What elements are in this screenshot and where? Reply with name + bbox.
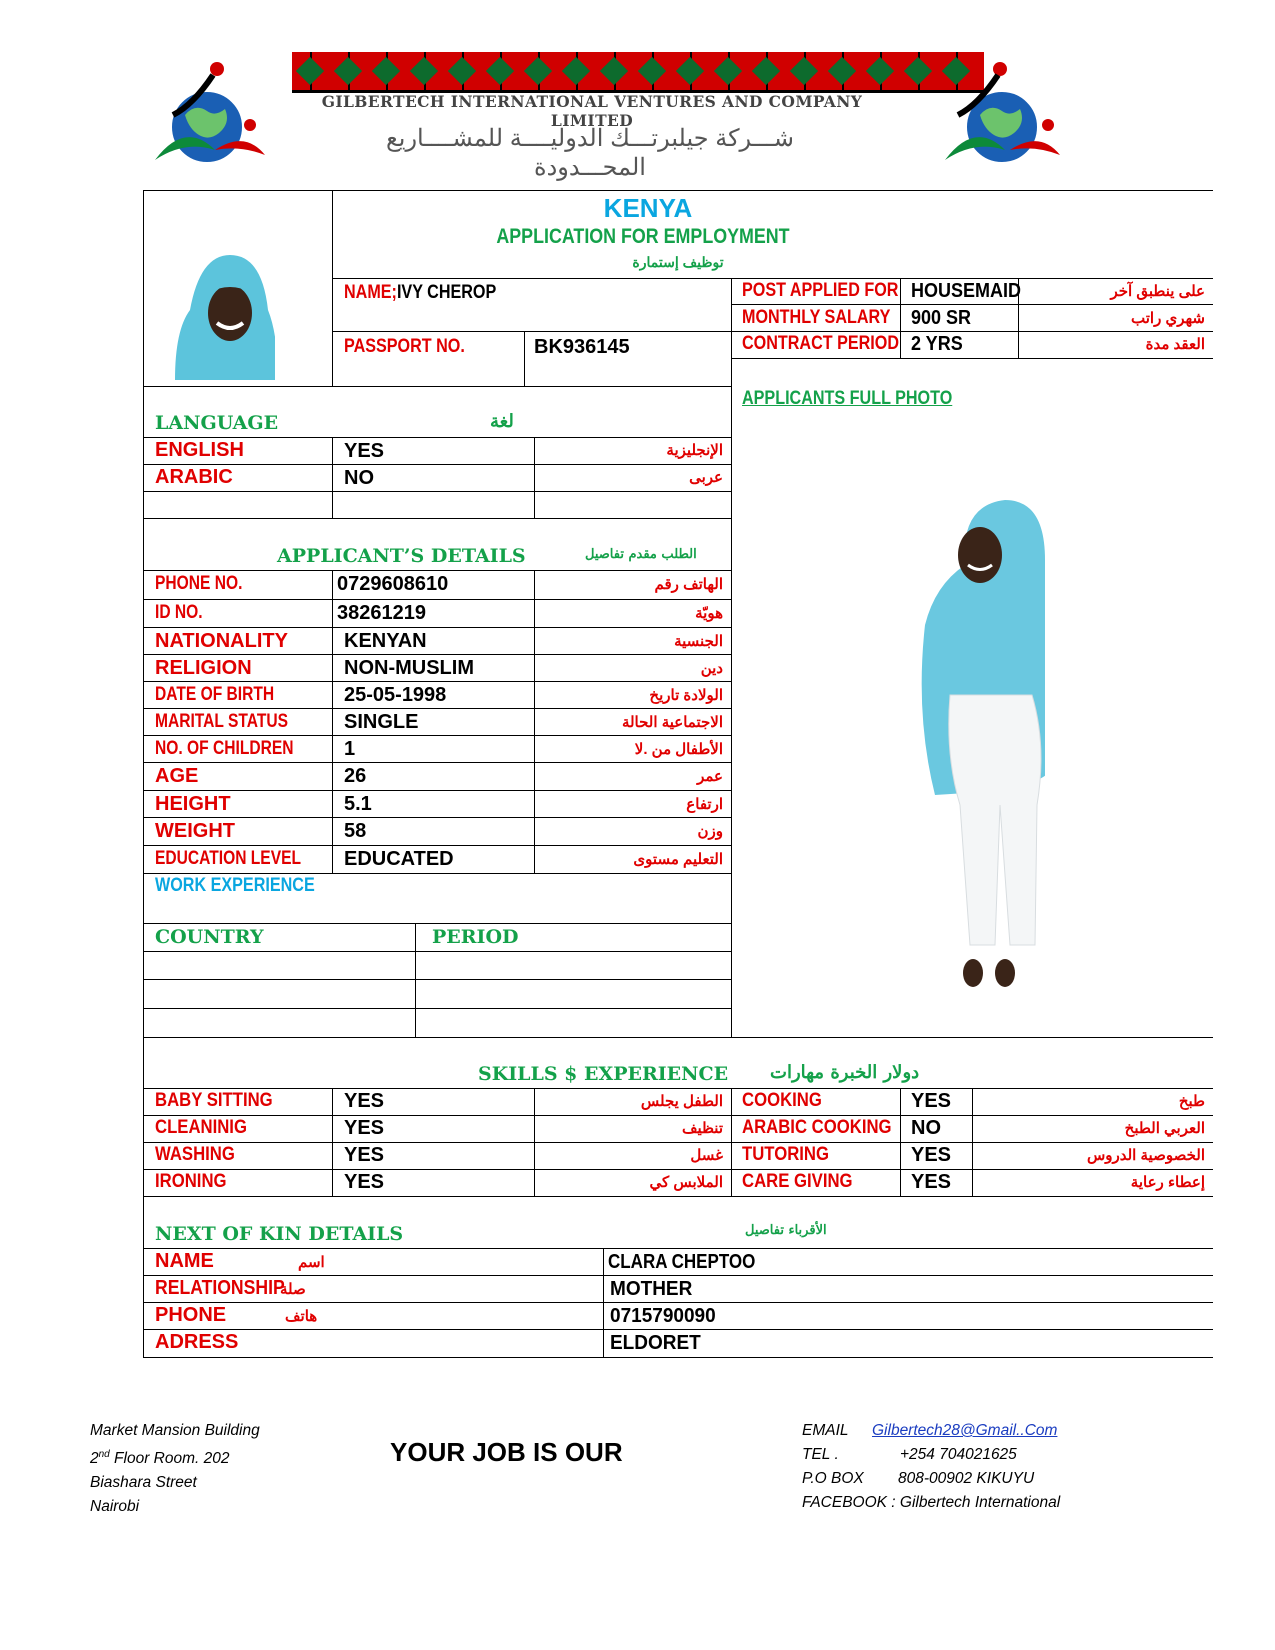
skill-right-arabic: الخصوصية الدروس xyxy=(1086,1147,1205,1164)
detail-row-arabic: ارتفاع xyxy=(686,796,723,813)
detail-row-label: AGE xyxy=(155,765,199,787)
language-title: LANGUAGE xyxy=(155,412,279,434)
skill-left-value: YES xyxy=(344,1144,385,1166)
row-divider xyxy=(143,654,731,655)
skill-left-label: CLEANINIG xyxy=(155,1117,247,1138)
applicant-full-photo xyxy=(905,495,1045,995)
skill-left-arabic: الملابس كي xyxy=(649,1174,723,1191)
skill-right-label: ARABIC COOKING xyxy=(742,1117,892,1138)
skill-left-label: BABY SITTING xyxy=(155,1090,273,1111)
post-row-value: HOUSEMAID xyxy=(911,280,1022,302)
company-logo-left xyxy=(145,55,270,175)
full-photo-label: APPLICANTS FULL PHOTO xyxy=(742,388,953,409)
footer-contacts xyxy=(802,1419,1202,1515)
row-divider xyxy=(143,790,731,791)
detail-row-arabic: هويّة xyxy=(695,605,723,622)
post-row-label: MONTHLY SALARY xyxy=(742,307,891,328)
language-row-value: NO xyxy=(344,467,374,489)
post-row-arabic: العقد مدة xyxy=(1145,336,1205,353)
form-title-arabic: توظيف إستمارة xyxy=(632,254,724,270)
applicant-name: IVY CHEROP xyxy=(396,282,497,303)
pobox-row xyxy=(802,1467,1202,1491)
row-divider xyxy=(143,681,731,682)
detail-row-label: DATE OF BIRTH xyxy=(155,684,275,705)
passport-number: BK936145 xyxy=(534,336,630,358)
address-line: Nairobi xyxy=(90,1498,140,1516)
skill-right-arabic: إعطاء رعاية xyxy=(1130,1174,1205,1191)
detail-row-arabic: وزن xyxy=(697,823,723,840)
company-logo-right xyxy=(940,55,1065,175)
row-divider xyxy=(143,735,731,736)
detail-row-label: ID NO. xyxy=(155,602,203,623)
skill-right-label: COOKING xyxy=(742,1090,822,1111)
row-divider xyxy=(143,873,731,874)
detail-row-value: EDUCATED xyxy=(344,848,454,870)
tel-label: TEL . xyxy=(802,1446,839,1463)
skill-right-label: CARE GIVING xyxy=(742,1171,853,1192)
footer-slogan: YOUR JOB IS OUR xyxy=(390,1437,623,1467)
kin-row-arabic: هاتف xyxy=(285,1308,318,1325)
skill-left-label: WASHING xyxy=(155,1144,235,1165)
skill-right-value: YES xyxy=(911,1171,952,1193)
row-divider xyxy=(143,762,731,763)
tel-row xyxy=(802,1443,1202,1467)
kin-row-arabic: صلة xyxy=(280,1281,306,1298)
tel-value: +254 704021625 xyxy=(900,1446,1017,1463)
skills-title: SKILLS $ EXPERIENCE xyxy=(478,1063,729,1085)
skill-right-arabic: طبخ xyxy=(1178,1093,1205,1110)
email-link[interactable]: Gilbertech28@Gmail..Com xyxy=(872,1422,1058,1439)
detail-row-value: 38261219 xyxy=(337,602,426,624)
skill-right-value: NO xyxy=(911,1117,941,1139)
row-divider xyxy=(143,708,731,709)
detail-row-arabic: التعليم مستوى xyxy=(633,851,723,868)
form-title: APPLICATION FOR EMPLOYMENT xyxy=(496,225,790,248)
detail-row-value: SINGLE xyxy=(344,711,419,733)
detail-row-arabic: الولادة تاريخ xyxy=(649,687,723,704)
footer-address xyxy=(90,1419,260,1519)
post-row-arabic: على ينطبق آخر xyxy=(1110,283,1205,300)
skill-left-value: YES xyxy=(344,1171,385,1193)
detail-row-label: RELIGION xyxy=(155,657,252,679)
skill-left-value: YES xyxy=(344,1090,385,1112)
detail-row-label: NATIONALITY xyxy=(155,630,288,652)
address-line: Market Mansion Building xyxy=(90,1422,260,1439)
detail-row-arabic: الاجتماعية الحالة xyxy=(621,714,723,731)
language-row-arabic: عربى xyxy=(689,469,723,486)
skill-right-arabic: العربي الطبخ xyxy=(1124,1120,1205,1137)
skill-right-label: TUTORING xyxy=(742,1144,830,1165)
details-title: APPLICANT’S DETAILS xyxy=(277,545,526,567)
language-row-label: ENGLISH xyxy=(155,439,244,461)
name-label xyxy=(344,282,496,304)
name-label-text: NAME; xyxy=(344,282,397,303)
row-divider xyxy=(143,570,731,571)
detail-row-arabic: الهاتف رقم xyxy=(654,576,723,593)
skill-left-arabic: غسل xyxy=(690,1147,723,1164)
skill-left-value: YES xyxy=(344,1117,385,1139)
facebook-row: FACEBOOK : Gilbertech International xyxy=(802,1494,1061,1511)
row-divider xyxy=(143,599,731,600)
post-row-value: 900 SR xyxy=(911,307,972,329)
detail-row-label: WEIGHT xyxy=(155,820,235,842)
detail-row-value: 26 xyxy=(344,765,367,787)
kin-row-label: PHONE xyxy=(155,1304,227,1326)
post-row-label: CONTRACT PERIOD xyxy=(742,333,900,354)
detail-row-value: 58 xyxy=(344,820,367,842)
detail-row-value: KENYAN xyxy=(344,630,427,652)
company-name: GILBERTECH INTERNATIONAL VENTURES AND COMPANY LIMITED xyxy=(321,92,863,130)
skill-left-arabic: تنظيف xyxy=(681,1120,723,1137)
detail-row-value: 5.1 xyxy=(344,793,372,815)
row-divider xyxy=(143,845,731,846)
detail-row-label: NO. OF CHILDREN xyxy=(155,738,294,759)
passport-label: PASSPORT NO. xyxy=(344,336,465,357)
detail-row-arabic: عمر xyxy=(697,768,723,785)
email-row xyxy=(802,1419,1202,1443)
form-country: KENYA xyxy=(603,193,693,223)
address-line: Biashara Street xyxy=(90,1474,197,1492)
post-row-label: POST APPLIED FOR xyxy=(742,280,899,301)
kin-row-label: RELATIONSHIP xyxy=(155,1277,285,1299)
language-row-label: ARABIC xyxy=(155,466,233,488)
kin-row-arabic: اسم xyxy=(298,1254,325,1271)
kin-row-value: MOTHER xyxy=(610,1278,693,1300)
kin-row-value: CLARA CHEPTOO xyxy=(608,1251,756,1273)
language-row-value: YES xyxy=(344,440,385,462)
address-line: 2nd Floor Room. 202 xyxy=(90,1449,230,1468)
row-divider xyxy=(143,817,731,818)
detail-row-value: NON-MUSLIM xyxy=(344,657,474,679)
pobox-value: 808-00902 KIKUYU xyxy=(898,1470,1035,1487)
skill-right-value: YES xyxy=(911,1144,952,1166)
detail-row-label: EDUCATION LEVEL xyxy=(155,848,301,869)
email-label: EMAIL xyxy=(802,1422,849,1439)
detail-row-label: PHONE NO. xyxy=(155,573,243,594)
skill-left-label: IRONING xyxy=(155,1171,227,1192)
language-row-arabic: الإنجليزية xyxy=(666,442,723,459)
applicant-head-photo xyxy=(155,255,275,380)
post-row-value: 2 YRS xyxy=(911,333,963,355)
skills-title-arabic: دولار الخبرة مهارات xyxy=(770,1062,920,1083)
detail-row-value: 0729608610 xyxy=(337,573,449,595)
detail-row-value: 25-05-1998 xyxy=(344,684,447,706)
row-divider xyxy=(143,627,731,628)
kin-row-label: NAME xyxy=(155,1250,214,1272)
work-col-country: COUNTRY xyxy=(155,926,264,948)
detail-row-label: HEIGHT xyxy=(155,793,231,815)
detail-row-arabic: الأطفال من .لا xyxy=(634,741,723,758)
work-col-period: PERIOD xyxy=(432,926,519,948)
detail-row-arabic: الجنسية xyxy=(674,633,723,650)
pobox-label: P.O BOX xyxy=(802,1470,864,1487)
skill-left-arabic: الطفل يجلس xyxy=(640,1093,723,1110)
kin-row-value: 0715790090 xyxy=(610,1305,716,1327)
details-title-arabic: الطلب مقدم تفاصيل xyxy=(585,547,697,562)
kin-row-value: ELDORET xyxy=(610,1332,701,1354)
skill-right-value: YES xyxy=(911,1090,952,1112)
detail-row-arabic: دين xyxy=(700,660,723,677)
work-experience-title: WORK EXPERIENCE xyxy=(155,875,315,896)
kin-title-arabic: الأقرباء تفاصيل xyxy=(745,1223,827,1238)
detail-row-value: 1 xyxy=(344,738,356,760)
detail-row-label: MARITAL STATUS xyxy=(155,711,288,732)
kin-row-label: ADRESS xyxy=(155,1331,239,1353)
post-row-arabic: شهري راتب xyxy=(1131,310,1205,327)
company-name-arabic: شـــركة جيلبرتـــك الدوليــــة للمشــــاريع المحـــدودة xyxy=(386,125,794,181)
kin-title: NEXT OF KIN DETAILS xyxy=(155,1223,404,1245)
language-title-arabic: لغة xyxy=(490,411,514,432)
